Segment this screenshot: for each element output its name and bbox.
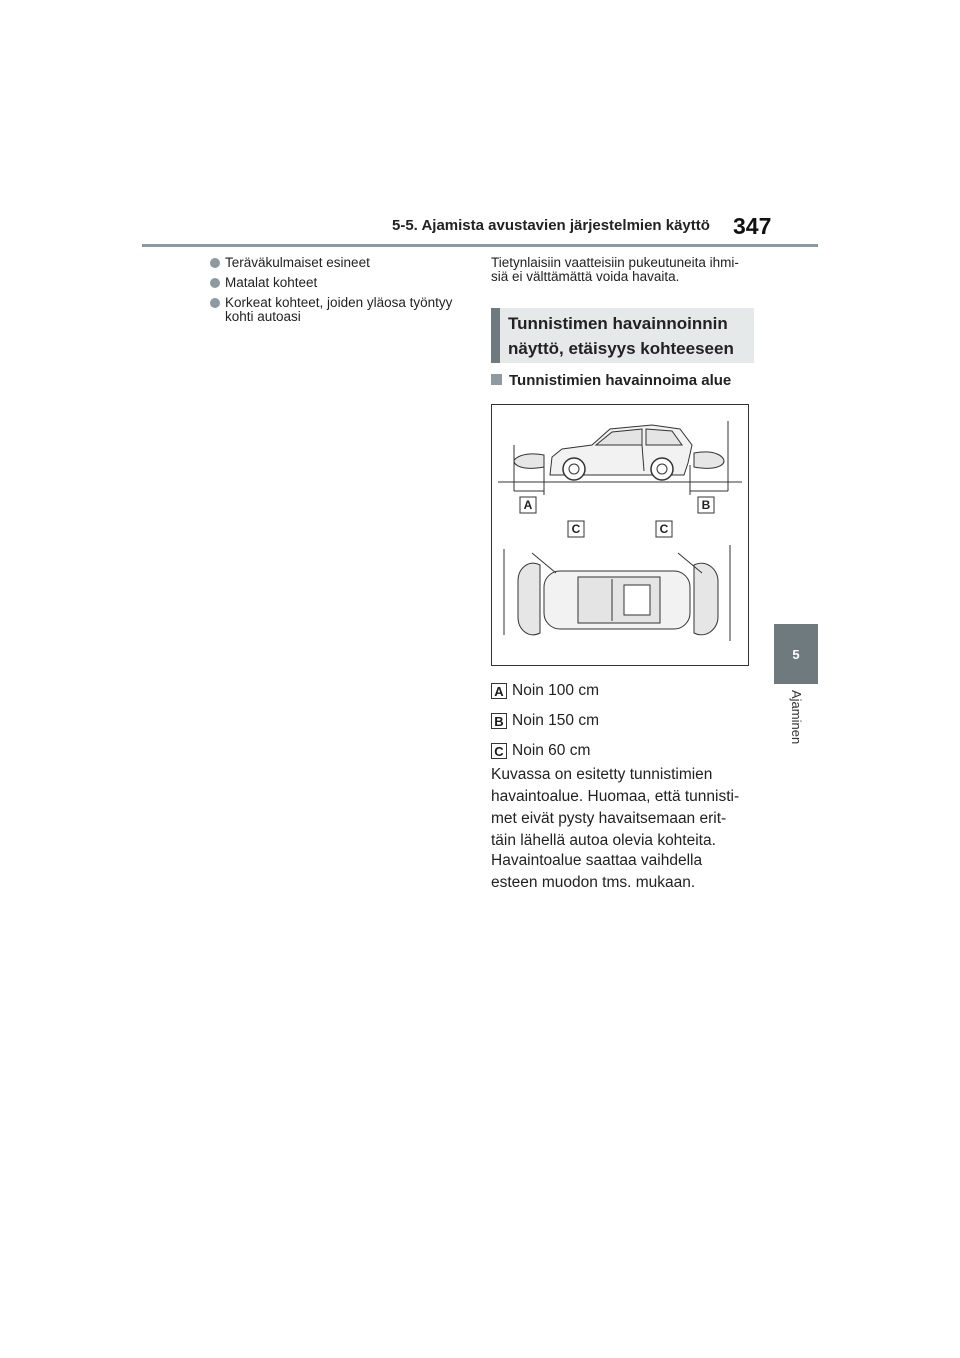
heading-line: näyttö, etäisyys kohteeseen [508,339,734,358]
bullet-text: Teräväkulmaiset esineet [225,255,370,270]
figure-label-b: B [701,498,711,512]
legend-item [491,736,599,766]
subheading-text: Tunnistimien havainnoima alue [509,372,732,389]
bullet-list [210,256,465,330]
rear-right-lobe [694,563,718,635]
paragraph-line: havaintoalue. Huomaa, että tunnisti- [491,788,740,805]
explanation-paragraph [491,764,761,852]
note-paragraph [491,850,761,894]
bullet-dot-icon [210,298,220,308]
bullet-item [210,256,465,270]
top-view-car [544,571,690,629]
paragraph-line: Kuvassa on esitetty tunnistimien [491,766,713,783]
bullet-item [210,276,465,290]
legend-item [491,676,599,706]
chapter-label [774,690,818,770]
rear-sensor-lobe [694,452,724,468]
subheading [491,372,731,389]
legend-text: Noin 60 cm [512,742,591,759]
section-title: 5-5. Ajamista avustavien järjestelmien käyttö [392,217,710,234]
paragraph-line: esteen muodon tms. mukaan. [491,874,696,891]
sensor-diagram [492,405,748,665]
front-sensor-lobe [514,454,544,468]
bullet-text: kohti autoasi [225,309,301,324]
square-bullet-icon [491,374,502,385]
bullet-dot-icon [210,258,220,268]
heading-line: Tunnistimen havainnoinnin [508,314,728,333]
legend-letter: B [491,713,507,729]
legend-letter: A [491,683,507,699]
legend-letter: C [491,743,507,759]
chapter-number: 5 [792,646,800,662]
side-view-car [550,425,692,480]
bullet-text: Korkeat kohteet, joiden yläosa työntyy [225,295,453,310]
paragraph-line: met eivät pysty havaitsemaan erit- [491,810,727,827]
page-number: 347 [733,213,772,239]
bullet-item [210,296,465,324]
paragraph-line: Havaintoalue saattaa vaihdella [491,852,703,869]
legend-text: Noin 100 cm [512,682,600,699]
chapter-tab [774,624,818,684]
intro-line: Tietynlaisiin vaatteisiin pukeutuneita ihmi- [491,255,739,270]
bullet-dot-icon [210,278,220,288]
figure-label-c: C [659,522,669,536]
legend-item [491,706,599,736]
sensor-area-figure [491,404,749,666]
paragraph-line: täin lähellä autoa olevia kohteita. [491,832,716,849]
chapter-title: Ajaminen [789,690,804,745]
legend-text: Noin 150 cm [512,712,600,729]
bullet-text: Matalat kohteet [225,275,318,290]
intro-text [491,256,756,284]
figure-label-c: C [571,522,581,536]
figure-legend [491,676,599,766]
figure-label-a: A [523,498,533,512]
front-left-lobe [518,563,540,635]
header-rule [142,244,818,247]
section-heading [491,308,754,363]
intro-line: siä ei välttämättä voida havaita. [491,269,680,284]
